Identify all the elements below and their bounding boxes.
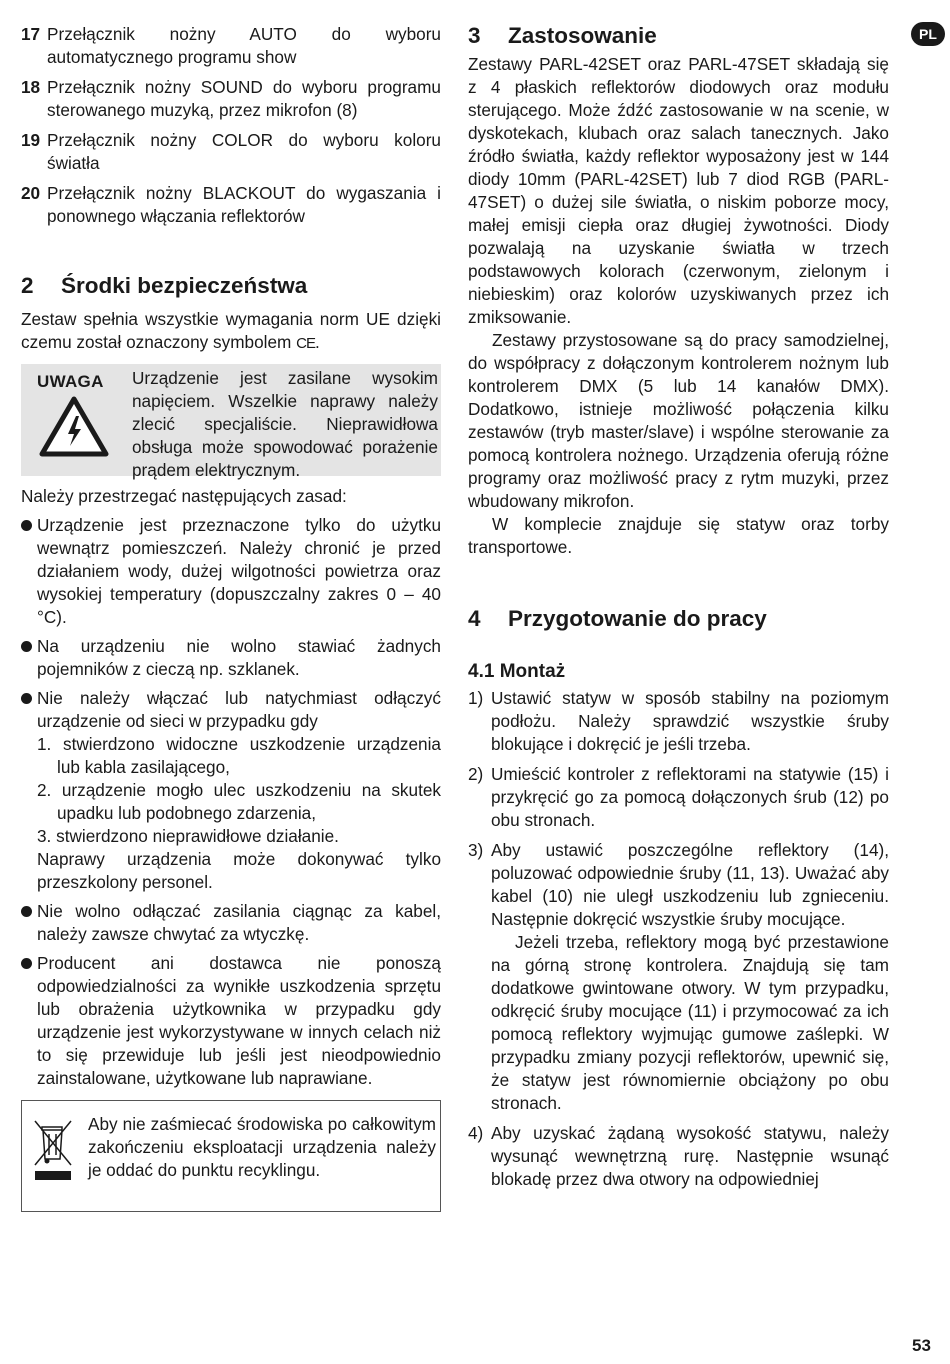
rules-intro: Należy przestrzegać następujących zasad:: [21, 486, 347, 506]
high-voltage-warning-icon: [39, 396, 109, 458]
section-heading: [468, 22, 889, 50]
section-title: Przygotowanie do pracy: [508, 606, 767, 631]
list-item: [21, 23, 441, 69]
assembly-steps: [468, 687, 889, 1191]
subsection-title: Montaż: [499, 661, 566, 682]
subsection-number: 4.1: [468, 661, 495, 682]
sub-list-item: 3. stwierdzono nieprawidłowe działanie.: [37, 826, 339, 846]
section-title: Środki bezpieczeństwa: [61, 273, 308, 298]
list-item: [21, 182, 441, 228]
item-number: 19: [21, 130, 41, 150]
list-item: Producent ani dostawca nie ponoszą odpowiedzialności za wynikłe uszkodzenia sprzętu lub obrażenia użytkownika w przypadku gdy urządzenie jest wykorzystywane w innych celach niż to się przewiduje lub jeśli jest nieodpowiednio zainstalowane, użytkowane lub naprawiane.: [21, 952, 441, 1090]
warning-label: UWAGA: [37, 372, 104, 391]
section-number: 3: [468, 23, 481, 48]
paragraph: Zestawy przystosowane są do pracy samodzielnej, do współpracy z dołączonym kontrolerem nożnym lub kontrolerem DMX (5 lub 14 kanałów DMX). Dodatkowo, istnieje możliwość połączenia kilku zestawów (tryb master/slave) i wspólne sterowanie za pomocą kontrolera nożnego. Urządzenia oferują różne programy oraz możliwość pracy z rytm muzyki, przez wbudowany mikrofon.: [468, 330, 889, 511]
section-title: Zastosowanie: [508, 23, 657, 48]
paragraph: Zestawy PARL-42SET oraz PARL-47SET składają się z 4 płaskich reflektorów diodowych oraz modułu sterującego. Może źdźć zastosowanie w na scenie, w dyskotekach, klubach oraz salach tanecznych. Jako źródło światła, każdy reflektor wyposażony jest w 144 diody 10mm (PARL-42SET) lub 7 diod RGB (PARL-47SET) o dużej sile światła, o niskim poborze mocy, małej emisji ciepła oraz długiej żywotności. Diody pozwalają na uzyskanie światła w trzech podstawowych kolorach (czerwonym, zielonym i niebieskim) oraz kolorów uzyskiwanych przez ich zmiksowanie.: [468, 54, 889, 327]
list-item: Na urządzeniu nie wolno stawiać żadnych pojemników z cieczą np. szklanek.: [21, 635, 441, 681]
item-text: Przełącznik nożny SOUND do wyboru programu sterowanego muzyką, przez mikrofon (8): [47, 77, 441, 120]
recycling-box: [21, 1100, 441, 1212]
safety-rules: [21, 514, 441, 1090]
list-item: 3) Aby ustawić poszczególne reflektory (14), poluzować odpowiednie śruby (11, 13). Uważać aby kabel (10) nie uległ uszkodzeniu lub zgnieceniu. Następnie dokręcić wszystkie śruby mocujące. Jeżeli trzeba, reflektory mogą być przestawione na górną stronę kontrolera. Znajdują się tam dodatkowe gwintowane otwory. W tym przypadku, odkręcić śruby mocujące (11) i przymocować za ich pomocą reflektory wyjmując gumowe zaślepki. W przypadku zmiany pozycji reflektorów, upewnić się, że statyw jest równomiernie obciążony po obu stronach.: [468, 840, 889, 1113]
warning-text: Urządzenie jest zasilane wysokim napięciem. Wszelkie naprawy należy zlecić specjaliście. Nieprawidłowa obsługa może spowodować porażenie prądem elektrycznym.: [132, 368, 438, 480]
section-heading: [468, 605, 889, 633]
crossed-bin-icon: [32, 1117, 74, 1183]
section-number: 4: [468, 606, 481, 631]
right-column: [468, 0, 889, 1198]
page-number: 53: [912, 1336, 931, 1355]
item-text: Przełącznik nożny BLACKOUT do wygaszania i ponownego włączania reflektorów: [47, 183, 441, 226]
list-item: 4) Aby uzyskać żądaną wysokość statywu, należy wysunąć wewnętrzną rurę. Następnie wsunąć blokadę przez dwa otwory na odpowiedniej: [468, 1123, 889, 1189]
list-item: [21, 129, 441, 175]
language-badge: PL: [911, 22, 945, 46]
item-text: Przełącznik nożny AUTO do wyboru automatycznego programu show: [47, 24, 441, 67]
item-number: 18: [21, 77, 41, 97]
paragraph: W komplecie znajduje się statyw oraz torby transportowe.: [468, 514, 889, 557]
item-text: Przełącznik nożny COLOR do wyboru koloru światła: [47, 130, 441, 173]
recycling-text: Aby nie zaśmiecać środowiska po całkowitym zakończeniu eksploatacji urządzenia należy je oddać do punktu recyklingu.: [88, 1114, 436, 1180]
sub-list-item: 1. stwierdzono widoczne uszkodzenie urządzenia lub kabla zasilającego,: [37, 734, 441, 777]
list-item: 1) Ustawić statyw w sposób stabilny na poziomym podłożu. Należy sprawdzić wszystkie śruby blokujące i dokręcić je jeśli trzeba.: [468, 688, 889, 754]
left-column: [21, 0, 441, 1212]
item-number: 20: [21, 183, 41, 203]
subsection-heading: [468, 660, 889, 684]
section-intro: Zestaw spełnia wszystkie wymagania norm UE dzięki czemu został oznaczony symbolem CE.: [21, 309, 441, 352]
list-item: Urządzenie jest przeznaczone tylko do użytku wewnątrz pomieszczeń. Należy chronić je przed działaniem wody, dużej wilgotności powietrza oraz wysokiej temperatury (dopuszczalny zakres 0 – 40 °C).: [21, 514, 441, 629]
controls-list: [21, 23, 441, 228]
sub-list-item: 2. urządzenie mogło ulec uszkodzeniu na skutek upadku lub podobnego zdarzenia,: [37, 780, 441, 823]
list-item: 2) Umieścić kontroler z reflektorami na statywie (15) i przykręcić go za pomocą dołączonych śrub (12) po obu stronach.: [468, 764, 889, 830]
list-item: [21, 76, 441, 122]
list-item: Nie wolno odłączać zasilania ciągnąc za kabel, należy zawsze chwytać za wtyczkę.: [21, 900, 441, 946]
section-number: 2: [21, 273, 34, 298]
section-heading: [21, 272, 441, 300]
item-number: 17: [21, 24, 41, 44]
ce-mark-icon: CE: [296, 335, 315, 352]
warning-box: [21, 364, 441, 480]
list-item: Nie należy włączać lub natychmiast odłączyć urządzenie od sieci w przypadku gdy 1. stwierdzono widoczne uszkodzenie urządzenia lub kabla zasilającego, 2. urządzenie mogło ulec uszkodzeniu na skutek upadku lub podobnego zdarzenia, 3. stwierdzono nieprawidłowe działanie. Naprawy urządzenia może dokonywać tylko przeszkolony personel.: [21, 687, 441, 894]
sub-list: [37, 733, 441, 848]
